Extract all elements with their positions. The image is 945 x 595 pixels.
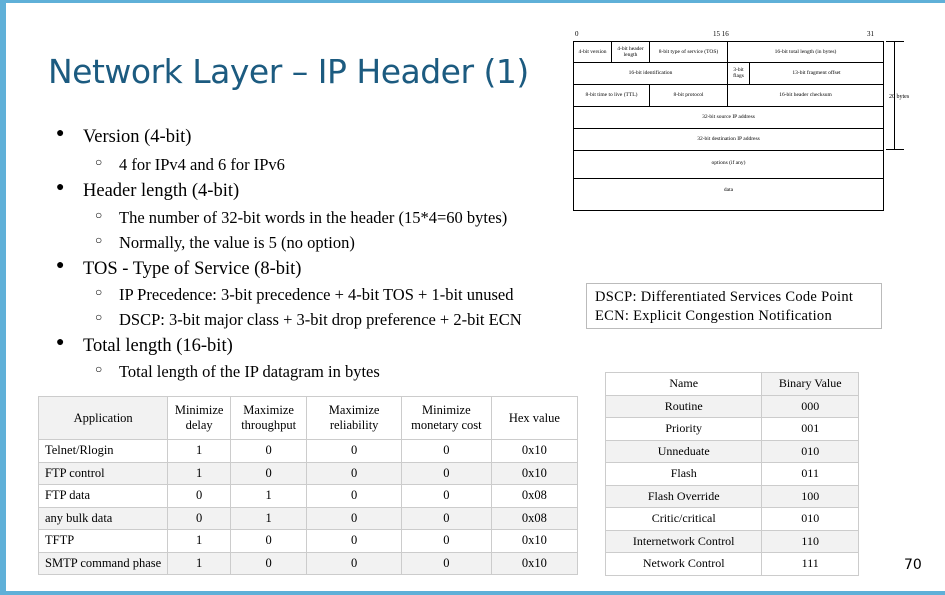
table-cell: FTP data (39, 485, 168, 508)
field-identification: 16-bit identification (574, 62, 728, 84)
table-cell: 0 (307, 507, 402, 530)
table-cell: 100 (762, 485, 859, 508)
table-row (606, 530, 859, 553)
table-cell: 0 (401, 440, 491, 463)
field-version: 4-bit version (574, 42, 612, 62)
table-cell: 0x10 (491, 530, 577, 553)
field-destination-ip: 32-bit destination IP address (697, 136, 760, 142)
ip-precedence-table (605, 372, 859, 576)
note-ecn: ECN: Explicit Congestion Notification (595, 308, 833, 324)
table-cell: Network Control (606, 553, 762, 576)
table-cell: Telnet/Rlogin (39, 440, 168, 463)
ip-header-diagram (573, 41, 884, 211)
bullet-circle-icon: ○ (95, 208, 103, 222)
field-protocol: 8-bit protocol (650, 84, 728, 106)
table-cell: 1 (168, 530, 231, 553)
table-cell: 0x10 (491, 440, 577, 463)
field-fragment-offset: 13-bit fragment offset (792, 70, 841, 76)
table-row (606, 418, 859, 441)
col-maximize-reliability: Maximize reliability (307, 397, 402, 440)
table-cell: 1 (168, 462, 231, 485)
field-source-ip: 32-bit source IP address (702, 114, 755, 120)
table-cell: 0 (230, 462, 306, 485)
table-cell: 0 (230, 440, 306, 463)
field-tos: 8-bit type of service (TOS) (650, 42, 728, 62)
table-cell: 010 (762, 440, 859, 463)
bullet-circle-icon: ○ (95, 362, 103, 376)
table-row (606, 508, 859, 531)
table-cell: Priority (606, 418, 762, 441)
bullet-tos: ● TOS - Type of Service (8-bit) (56, 258, 302, 279)
table-cell: any bulk data (39, 507, 168, 530)
table-cell: 0 (307, 485, 402, 508)
table-cell: Critic/critical (606, 508, 762, 531)
bullet-total-length: ● Total length (16-bit) (56, 335, 233, 356)
col-maximize-throughput: Maximize throughput (230, 397, 306, 440)
header-row-6 (574, 150, 883, 179)
bullet-circle-icon: ○ (95, 310, 103, 324)
table-cell: 1 (168, 440, 231, 463)
field-ttl: 8-bit time to live (TTL) (574, 84, 650, 106)
subbullet-datagram-bytes: ○ Total length of the IP datagram in bytes (95, 362, 380, 381)
table-cell: Internetwork Control (606, 530, 762, 553)
table-cell: Flash Override (606, 485, 762, 508)
table-cell: Routine (606, 395, 762, 418)
table-row (606, 395, 859, 418)
table-cell: 0x08 (491, 507, 577, 530)
table-cell: Flash (606, 463, 762, 486)
note-dscp: DSCP: Differentiated Services Code Point (595, 289, 854, 305)
field-header-length: 4-bit header length (612, 42, 650, 62)
field-flags: 3-bit flags (728, 62, 750, 84)
table-row (39, 507, 578, 530)
header-row-1 (574, 42, 883, 63)
field-checksum: 16-bit header checksum (779, 92, 832, 98)
col-minimize-delay: Minimize delay (168, 397, 231, 440)
subbullet-32bit-words: ○ The number of 32-bit words in the header (15*4=60 bytes) (95, 208, 508, 227)
table-cell: 111 (762, 553, 859, 576)
table-cell: 0 (230, 530, 306, 553)
bit-tick-31: 31 (867, 30, 874, 38)
tos-application-table (38, 396, 578, 575)
table-cell: 0 (230, 552, 306, 575)
table-cell: TFTP (39, 530, 168, 553)
col-name: Name (606, 373, 762, 396)
bottom-accent-bar (0, 591, 945, 595)
col-hex-value: Hex value (491, 397, 577, 440)
table-cell: 010 (762, 508, 859, 531)
field-options: options (if any) (711, 160, 746, 166)
field-data: data (723, 187, 734, 193)
table-cell: 011 (762, 463, 859, 486)
table-cell: 0 (401, 485, 491, 508)
header-row-5 (574, 128, 883, 151)
size-bracket-top (886, 41, 904, 42)
table-row (606, 463, 859, 486)
slide-title: Network Layer – IP Header (1) (48, 52, 529, 91)
table-cell: 0 (401, 462, 491, 485)
table-row (606, 440, 859, 463)
subbullet-dscp: ○ DSCP: 3-bit major class + 3-bit drop preference + 2-bit ECN (95, 310, 522, 329)
table-cell: 0 (401, 507, 491, 530)
header-row-3 (574, 84, 883, 107)
table-cell: 110 (762, 530, 859, 553)
table-cell: 0 (168, 507, 231, 530)
header-row-4 (574, 106, 883, 129)
bullet-version: ● Version (4-bit) (56, 126, 192, 147)
table-cell: 0x10 (491, 462, 577, 485)
table-cell: SMTP command phase (39, 552, 168, 575)
table-cell: 0x08 (491, 485, 577, 508)
bullet-circle-icon: ○ (95, 233, 103, 247)
table-cell: 0 (401, 530, 491, 553)
table-cell: 1 (230, 485, 306, 508)
bullet-dot-icon: ● (56, 180, 65, 195)
table-cell: 0x10 (491, 552, 577, 575)
table-cell: 001 (762, 418, 859, 441)
table-cell: 0 (401, 552, 491, 575)
subbullet-normal-value: ○ Normally, the value is 5 (no option) (95, 233, 355, 252)
size-bracket-bottom (886, 149, 904, 150)
bullet-dot-icon: ● (56, 335, 65, 350)
table-cell: 000 (762, 395, 859, 418)
bit-tick-15-16: 15 16 (713, 30, 729, 38)
table-row (39, 440, 578, 463)
table-cell: Unneduate (606, 440, 762, 463)
subbullet-ip-precedence: ○ IP Precedence: 3-bit precedence + 4-bit TOS + 1-bit unused (95, 285, 514, 304)
table-cell: 0 (168, 485, 231, 508)
top-accent-bar (0, 0, 945, 3)
page-number: 70 (904, 557, 922, 573)
col-minimize-cost: Minimize monetary cost (401, 397, 491, 440)
table-cell: FTP control (39, 462, 168, 485)
header-row-7 (574, 178, 883, 210)
table-cell: 0 (307, 462, 402, 485)
table-row (39, 485, 578, 508)
bullet-circle-icon: ○ (95, 155, 103, 169)
header-row-2 (574, 62, 883, 85)
bullet-dot-icon: ● (56, 126, 65, 141)
table-row (39, 462, 578, 485)
header-size-label: 20 bytes (889, 94, 910, 100)
bullet-circle-icon: ○ (95, 285, 103, 299)
table-cell: 0 (307, 552, 402, 575)
subbullet-ipv: ○ 4 for IPv4 and 6 for IPv6 (95, 155, 285, 174)
bullet-dot-icon: ● (56, 258, 65, 273)
field-total-length: 16-bit total length (in bytes) (774, 49, 837, 55)
table-header-row (606, 373, 859, 396)
table-cell: 1 (168, 552, 231, 575)
table-row (606, 553, 859, 576)
table-cell: 0 (307, 530, 402, 553)
table-row (39, 530, 578, 553)
bit-tick-0: 0 (575, 30, 579, 38)
table-cell: 0 (307, 440, 402, 463)
table-row (39, 552, 578, 575)
acronym-notes-box (586, 283, 882, 329)
bullet-header-length: ● Header length (4-bit) (56, 180, 240, 201)
table-row (606, 485, 859, 508)
table-header-row (39, 397, 578, 440)
table-cell: 1 (230, 507, 306, 530)
col-application: Application (39, 397, 168, 440)
left-accent-bar (0, 0, 6, 595)
col-binary-value: Binary Value (762, 373, 859, 396)
